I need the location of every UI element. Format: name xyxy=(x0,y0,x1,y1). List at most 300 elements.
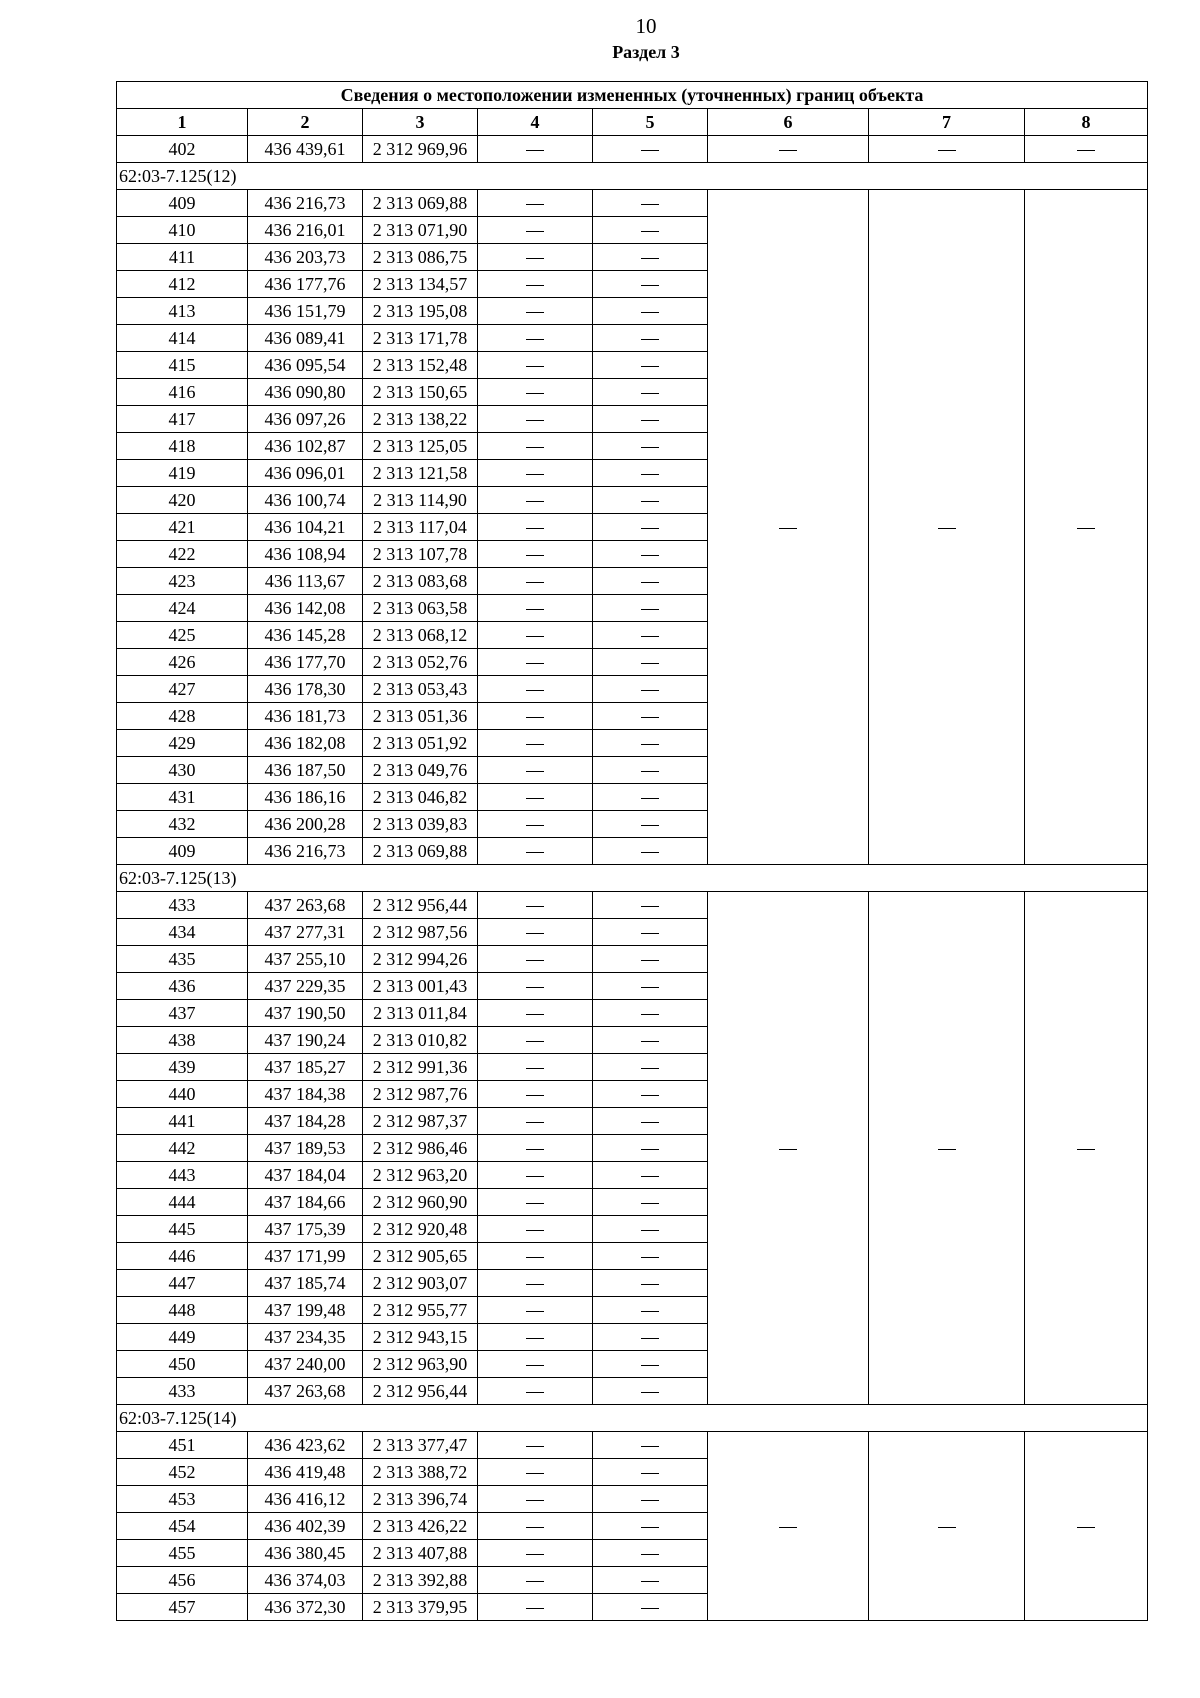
empty-value-cell xyxy=(478,1351,593,1378)
group-header-row xyxy=(117,163,1148,190)
dash-mark xyxy=(641,1230,659,1231)
coordinate-y: 2 312 943,15 xyxy=(363,1324,478,1351)
point-number: 433 xyxy=(117,892,248,919)
dash-mark xyxy=(641,393,659,394)
empty-value-cell xyxy=(478,784,593,811)
point-number: 419 xyxy=(117,460,248,487)
coordinate-x: 437 229,35 xyxy=(248,973,363,1000)
coordinate-x: 436 216,73 xyxy=(248,190,363,217)
dash-mark xyxy=(641,150,659,151)
dash-mark xyxy=(526,1365,544,1366)
empty-value-cell xyxy=(593,1459,708,1486)
point-number: 409 xyxy=(117,838,248,865)
dash-mark xyxy=(641,690,659,691)
dash-mark xyxy=(641,1365,659,1366)
coordinate-y: 2 312 920,48 xyxy=(363,1216,478,1243)
dash-mark xyxy=(526,1527,544,1528)
merged-empty-cell xyxy=(869,1432,1025,1621)
empty-value-cell xyxy=(593,622,708,649)
coordinate-y: 2 312 963,20 xyxy=(363,1162,478,1189)
dash-mark xyxy=(641,636,659,637)
coordinate-y: 2 313 426,22 xyxy=(363,1513,478,1540)
point-number: 411 xyxy=(117,244,248,271)
dash-mark xyxy=(641,1311,659,1312)
coordinate-y: 2 312 956,44 xyxy=(363,1378,478,1405)
empty-value-cell xyxy=(478,703,593,730)
empty-value-cell xyxy=(478,892,593,919)
empty-value-cell xyxy=(869,136,1025,163)
dash-mark xyxy=(526,609,544,610)
coordinate-x: 437 184,38 xyxy=(248,1081,363,1108)
coordinate-x: 437 190,50 xyxy=(248,1000,363,1027)
empty-value-cell xyxy=(478,649,593,676)
dash-mark xyxy=(779,1149,797,1150)
coordinate-x: 436 423,62 xyxy=(248,1432,363,1459)
coordinate-x: 436 374,03 xyxy=(248,1567,363,1594)
point-number: 448 xyxy=(117,1297,248,1324)
empty-value-cell xyxy=(478,1486,593,1513)
empty-value-cell xyxy=(478,1324,593,1351)
coordinate-x: 436 089,41 xyxy=(248,325,363,352)
dash-mark xyxy=(641,1068,659,1069)
coordinate-x: 436 178,30 xyxy=(248,676,363,703)
merged-empty-cell xyxy=(708,1432,869,1621)
dash-mark xyxy=(641,1203,659,1204)
point-number: 430 xyxy=(117,757,248,784)
coordinate-x: 437 240,00 xyxy=(248,1351,363,1378)
dash-mark xyxy=(1077,1527,1095,1528)
column-number: 2 xyxy=(248,109,363,136)
dash-mark xyxy=(526,717,544,718)
point-number: 427 xyxy=(117,676,248,703)
dash-mark xyxy=(526,501,544,502)
coordinate-y: 2 313 052,76 xyxy=(363,649,478,676)
point-number: 414 xyxy=(117,325,248,352)
column-number: 6 xyxy=(708,109,869,136)
column-number: 8 xyxy=(1025,109,1148,136)
dash-mark xyxy=(641,825,659,826)
empty-value-cell xyxy=(478,1567,593,1594)
dash-mark xyxy=(526,312,544,313)
dash-mark xyxy=(526,1446,544,1447)
empty-value-cell xyxy=(478,1189,593,1216)
point-number: 424 xyxy=(117,595,248,622)
dash-mark xyxy=(1077,528,1095,529)
empty-value-cell xyxy=(478,190,593,217)
coordinate-y: 2 313 083,68 xyxy=(363,568,478,595)
empty-value-cell xyxy=(593,1594,708,1621)
empty-value-cell xyxy=(593,1054,708,1081)
point-number: 428 xyxy=(117,703,248,730)
coordinate-x: 436 216,01 xyxy=(248,217,363,244)
empty-value-cell xyxy=(593,1351,708,1378)
coordinate-y: 2 312 987,76 xyxy=(363,1081,478,1108)
coordinate-x: 436 216,73 xyxy=(248,838,363,865)
coordinate-y: 2 313 068,12 xyxy=(363,622,478,649)
coordinate-y: 2 313 396,74 xyxy=(363,1486,478,1513)
dash-mark xyxy=(526,582,544,583)
point-number: 409 xyxy=(117,190,248,217)
dash-mark xyxy=(641,771,659,772)
dash-mark xyxy=(526,1500,544,1501)
dash-mark xyxy=(938,528,956,529)
dash-mark xyxy=(641,258,659,259)
empty-value-cell xyxy=(593,190,708,217)
table-title-row xyxy=(117,82,1148,109)
coordinate-y: 2 313 107,78 xyxy=(363,541,478,568)
coordinate-y: 2 313 407,88 xyxy=(363,1540,478,1567)
empty-value-cell xyxy=(478,1297,593,1324)
point-number: 422 xyxy=(117,541,248,568)
coordinate-y: 2 313 125,05 xyxy=(363,433,478,460)
dash-mark xyxy=(526,771,544,772)
coordinate-x: 436 380,45 xyxy=(248,1540,363,1567)
empty-value-cell xyxy=(593,1513,708,1540)
coordinate-y: 2 313 388,72 xyxy=(363,1459,478,1486)
coordinate-y: 2 313 114,90 xyxy=(363,487,478,514)
dash-mark xyxy=(641,852,659,853)
coordinate-y: 2 313 051,36 xyxy=(363,703,478,730)
coordinate-x: 437 234,35 xyxy=(248,1324,363,1351)
empty-value-cell xyxy=(1025,136,1148,163)
dash-mark xyxy=(641,1500,659,1501)
point-number: 425 xyxy=(117,622,248,649)
empty-value-cell xyxy=(478,379,593,406)
dash-mark xyxy=(641,1554,659,1555)
dash-mark xyxy=(938,1149,956,1150)
coordinate-y: 2 313 046,82 xyxy=(363,784,478,811)
dash-mark xyxy=(641,204,659,205)
dash-mark xyxy=(526,798,544,799)
dash-mark xyxy=(526,1230,544,1231)
coordinate-x: 436 113,67 xyxy=(248,568,363,595)
coordinate-y: 2 313 039,83 xyxy=(363,811,478,838)
coordinate-x: 436 181,73 xyxy=(248,703,363,730)
merged-empty-cell xyxy=(708,892,869,1405)
table-row xyxy=(117,190,1148,217)
empty-value-cell xyxy=(593,1108,708,1135)
dash-mark xyxy=(526,852,544,853)
empty-value-cell xyxy=(593,136,708,163)
empty-value-cell xyxy=(593,730,708,757)
coordinate-x: 437 175,39 xyxy=(248,1216,363,1243)
empty-value-cell xyxy=(593,838,708,865)
empty-value-cell xyxy=(478,298,593,325)
empty-value-cell xyxy=(593,541,708,568)
dash-mark xyxy=(526,1257,544,1258)
dash-mark xyxy=(526,1041,544,1042)
empty-value-cell xyxy=(478,1540,593,1567)
empty-value-cell xyxy=(478,1513,593,1540)
coordinate-x: 436 416,12 xyxy=(248,1486,363,1513)
coordinate-x: 436 200,28 xyxy=(248,811,363,838)
empty-value-cell xyxy=(593,946,708,973)
point-number: 457 xyxy=(117,1594,248,1621)
dash-mark xyxy=(526,1203,544,1204)
dash-mark xyxy=(526,393,544,394)
coordinate-x: 436 096,01 xyxy=(248,460,363,487)
dash-mark xyxy=(641,1149,659,1150)
empty-value-cell xyxy=(593,595,708,622)
group-header-row xyxy=(117,1405,1148,1432)
dash-mark xyxy=(641,231,659,232)
point-number: 452 xyxy=(117,1459,248,1486)
empty-value-cell xyxy=(593,1027,708,1054)
empty-value-cell xyxy=(478,1243,593,1270)
empty-value-cell xyxy=(593,325,708,352)
coordinate-x: 437 263,68 xyxy=(248,1378,363,1405)
point-number: 445 xyxy=(117,1216,248,1243)
coordinate-x: 436 100,74 xyxy=(248,487,363,514)
point-number: 435 xyxy=(117,946,248,973)
empty-value-cell xyxy=(478,487,593,514)
coordinate-y: 2 313 171,78 xyxy=(363,325,478,352)
coordinate-y: 2 312 956,44 xyxy=(363,892,478,919)
coordinate-y: 2 313 134,57 xyxy=(363,271,478,298)
dash-mark xyxy=(526,1473,544,1474)
coordinate-x: 436 108,94 xyxy=(248,541,363,568)
point-number: 418 xyxy=(117,433,248,460)
coordinate-x: 436 102,87 xyxy=(248,433,363,460)
dash-mark xyxy=(641,744,659,745)
dash-mark xyxy=(526,528,544,529)
empty-value-cell xyxy=(593,1567,708,1594)
dash-mark xyxy=(641,1014,659,1015)
point-number: 441 xyxy=(117,1108,248,1135)
empty-value-cell xyxy=(593,1297,708,1324)
coordinate-y: 2 312 969,96 xyxy=(363,136,478,163)
empty-value-cell xyxy=(593,973,708,1000)
empty-value-cell xyxy=(478,595,593,622)
empty-value-cell xyxy=(478,1594,593,1621)
coordinate-y: 2 313 049,76 xyxy=(363,757,478,784)
point-number: 444 xyxy=(117,1189,248,1216)
merged-empty-cell xyxy=(1025,892,1148,1405)
point-number: 426 xyxy=(117,649,248,676)
empty-value-cell xyxy=(593,1324,708,1351)
empty-value-cell xyxy=(478,1162,593,1189)
dash-mark xyxy=(526,1122,544,1123)
dash-mark xyxy=(641,663,659,664)
coordinate-x: 436 145,28 xyxy=(248,622,363,649)
coordinate-y: 2 312 994,26 xyxy=(363,946,478,973)
empty-value-cell xyxy=(478,622,593,649)
dash-mark xyxy=(526,474,544,475)
coordinate-y: 2 312 905,65 xyxy=(363,1243,478,1270)
empty-value-cell xyxy=(478,514,593,541)
empty-value-cell xyxy=(478,1135,593,1162)
empty-value-cell xyxy=(478,1054,593,1081)
dash-mark xyxy=(641,1392,659,1393)
empty-value-cell xyxy=(478,1081,593,1108)
column-number-row xyxy=(117,109,1148,136)
empty-value-cell xyxy=(593,568,708,595)
coordinate-y: 2 313 053,43 xyxy=(363,676,478,703)
coordinate-y: 2 312 903,07 xyxy=(363,1270,478,1297)
coordinate-y: 2 313 011,84 xyxy=(363,1000,478,1027)
empty-value-cell xyxy=(478,946,593,973)
cadastral-number: 62:03-7.125(14) xyxy=(117,1405,1148,1432)
table-row xyxy=(117,1432,1148,1459)
point-number: 450 xyxy=(117,1351,248,1378)
coordinate-y: 2 313 379,95 xyxy=(363,1594,478,1621)
dash-mark xyxy=(526,339,544,340)
empty-value-cell xyxy=(593,1540,708,1567)
coordinate-y: 2 313 152,48 xyxy=(363,352,478,379)
dash-mark xyxy=(641,987,659,988)
empty-value-cell xyxy=(593,1189,708,1216)
empty-value-cell xyxy=(593,1000,708,1027)
coordinate-y: 2 313 069,88 xyxy=(363,838,478,865)
dash-mark xyxy=(938,150,956,151)
coordinate-x: 436 142,08 xyxy=(248,595,363,622)
empty-value-cell xyxy=(478,1378,593,1405)
dash-mark xyxy=(526,1284,544,1285)
column-number: 5 xyxy=(593,109,708,136)
point-number: 456 xyxy=(117,1567,248,1594)
empty-value-cell xyxy=(593,379,708,406)
coordinate-x: 436 177,76 xyxy=(248,271,363,298)
dash-mark xyxy=(641,906,659,907)
empty-value-cell xyxy=(478,1270,593,1297)
dash-mark xyxy=(526,1392,544,1393)
merged-empty-cell xyxy=(869,892,1025,1405)
point-number: 436 xyxy=(117,973,248,1000)
dash-mark xyxy=(641,447,659,448)
empty-value-cell xyxy=(593,298,708,325)
empty-value-cell xyxy=(593,919,708,946)
coordinate-x: 437 190,24 xyxy=(248,1027,363,1054)
dash-mark xyxy=(641,960,659,961)
dash-mark xyxy=(779,150,797,151)
coordinate-y: 2 313 071,90 xyxy=(363,217,478,244)
point-number: 447 xyxy=(117,1270,248,1297)
coordinate-x: 437 184,28 xyxy=(248,1108,363,1135)
dash-mark xyxy=(641,1608,659,1609)
dash-mark xyxy=(526,204,544,205)
coordinate-y: 2 312 963,90 xyxy=(363,1351,478,1378)
dash-mark xyxy=(526,636,544,637)
dash-mark xyxy=(641,1122,659,1123)
point-number: 402 xyxy=(117,136,248,163)
point-number: 423 xyxy=(117,568,248,595)
coordinate-y: 2 313 138,22 xyxy=(363,406,478,433)
dash-mark xyxy=(526,285,544,286)
empty-value-cell xyxy=(593,784,708,811)
point-number: 453 xyxy=(117,1486,248,1513)
coordinate-x: 436 097,26 xyxy=(248,406,363,433)
point-number: 455 xyxy=(117,1540,248,1567)
cadastral-number: 62:03-7.125(13) xyxy=(117,865,1148,892)
group-header-row xyxy=(117,865,1148,892)
cadastral-number: 62:03-7.125(12) xyxy=(117,163,1148,190)
dash-mark xyxy=(641,1041,659,1042)
empty-value-cell xyxy=(478,1432,593,1459)
point-number: 432 xyxy=(117,811,248,838)
empty-value-cell xyxy=(593,1378,708,1405)
table-row xyxy=(117,136,1148,163)
dash-mark xyxy=(779,528,797,529)
dash-mark xyxy=(641,501,659,502)
point-number: 443 xyxy=(117,1162,248,1189)
coordinate-x: 436 090,80 xyxy=(248,379,363,406)
dash-mark xyxy=(641,609,659,610)
table-row xyxy=(117,892,1148,919)
dash-mark xyxy=(526,690,544,691)
empty-value-cell xyxy=(593,1135,708,1162)
coordinate-x: 437 199,48 xyxy=(248,1297,363,1324)
dash-mark xyxy=(526,744,544,745)
column-number: 7 xyxy=(869,109,1025,136)
coordinate-y: 2 312 987,56 xyxy=(363,919,478,946)
empty-value-cell xyxy=(593,1216,708,1243)
dash-mark xyxy=(779,1527,797,1528)
coordinate-x: 436 095,54 xyxy=(248,352,363,379)
empty-value-cell xyxy=(478,1027,593,1054)
empty-value-cell xyxy=(593,1486,708,1513)
empty-value-cell xyxy=(593,649,708,676)
column-number: 1 xyxy=(117,109,248,136)
point-number: 437 xyxy=(117,1000,248,1027)
dash-mark xyxy=(526,933,544,934)
coordinate-y: 2 313 150,65 xyxy=(363,379,478,406)
empty-value-cell xyxy=(593,1081,708,1108)
coordinate-y: 2 313 063,58 xyxy=(363,595,478,622)
coordinate-y: 2 313 086,75 xyxy=(363,244,478,271)
column-number: 4 xyxy=(478,109,593,136)
dash-mark xyxy=(526,231,544,232)
dash-mark xyxy=(526,1014,544,1015)
merged-empty-cell xyxy=(869,190,1025,865)
dash-mark xyxy=(526,150,544,151)
empty-value-cell xyxy=(593,460,708,487)
point-number: 446 xyxy=(117,1243,248,1270)
empty-value-cell xyxy=(593,811,708,838)
empty-value-cell xyxy=(593,406,708,433)
empty-value-cell xyxy=(478,136,593,163)
empty-value-cell xyxy=(593,487,708,514)
coordinate-y: 2 313 051,92 xyxy=(363,730,478,757)
dash-mark xyxy=(641,582,659,583)
coordinate-x: 437 263,68 xyxy=(248,892,363,919)
empty-value-cell xyxy=(593,676,708,703)
empty-value-cell xyxy=(593,352,708,379)
empty-value-cell xyxy=(478,352,593,379)
coordinate-x: 436 402,39 xyxy=(248,1513,363,1540)
empty-value-cell xyxy=(478,1000,593,1027)
coordinate-y: 2 312 991,36 xyxy=(363,1054,478,1081)
empty-value-cell xyxy=(478,973,593,1000)
dash-mark xyxy=(641,933,659,934)
empty-value-cell xyxy=(593,703,708,730)
dash-mark xyxy=(641,798,659,799)
point-number: 421 xyxy=(117,514,248,541)
coordinate-x: 436 186,16 xyxy=(248,784,363,811)
point-number: 410 xyxy=(117,217,248,244)
dash-mark xyxy=(526,906,544,907)
dash-mark xyxy=(641,1527,659,1528)
coordinate-x: 436 177,70 xyxy=(248,649,363,676)
coordinate-x: 437 184,66 xyxy=(248,1189,363,1216)
empty-value-cell xyxy=(593,892,708,919)
dash-mark xyxy=(526,1149,544,1150)
dash-mark xyxy=(526,663,544,664)
empty-value-cell xyxy=(478,838,593,865)
dash-mark xyxy=(641,285,659,286)
dash-mark xyxy=(1077,1149,1095,1150)
coordinate-y: 2 313 377,47 xyxy=(363,1432,478,1459)
table-title: Сведения о местоположении измененных (уточненных) границ объекта xyxy=(117,82,1148,109)
